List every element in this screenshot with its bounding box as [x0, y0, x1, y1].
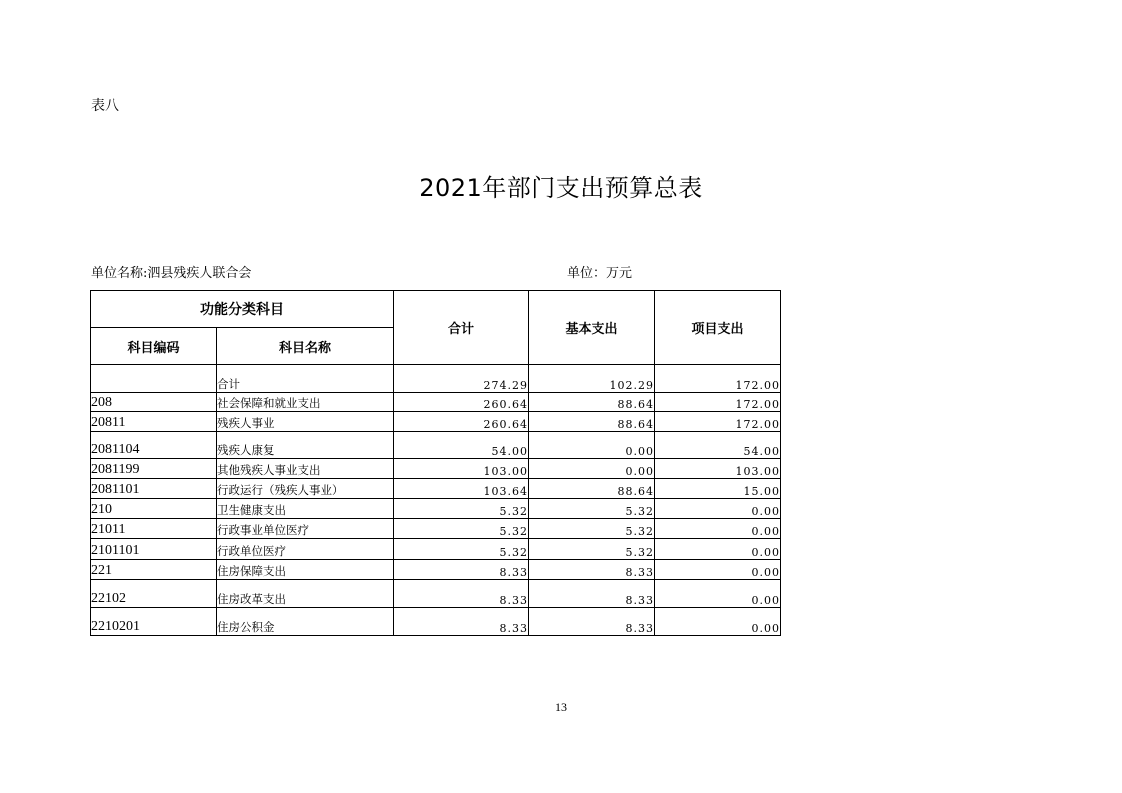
- row-project: 0.00: [655, 608, 781, 636]
- row-code: 208: [91, 393, 217, 412]
- table-row: [91, 539, 781, 560]
- row-basic: 0.00: [529, 459, 655, 479]
- row-basic: 8.33: [529, 580, 655, 608]
- row-project: 15.00: [655, 479, 781, 499]
- table-label: 表八: [91, 98, 119, 114]
- row-name: 残疾人事业: [217, 412, 394, 432]
- row-name: 住房公积金: [217, 608, 394, 636]
- table-row: [91, 412, 781, 432]
- row-name: 行政事业单位医疗: [217, 519, 394, 539]
- row-name: 行政单位医疗: [217, 539, 394, 560]
- row-code: 2081101: [91, 479, 217, 499]
- row-project: 172.00: [655, 365, 781, 393]
- row-project: 0.00: [655, 580, 781, 608]
- header-code: 科目编码: [91, 328, 217, 365]
- row-project: 0.00: [655, 519, 781, 539]
- row-project: 172.00: [655, 412, 781, 432]
- row-code: 2101101: [91, 539, 217, 560]
- row-name: 残疾人康复: [217, 432, 394, 459]
- row-name: 社会保障和就业支出: [217, 393, 394, 412]
- row-project: 0.00: [655, 539, 781, 560]
- table-row: [91, 519, 781, 539]
- row-name: 其他残疾人事业支出: [217, 459, 394, 479]
- row-project: 0.00: [655, 560, 781, 580]
- unit-currency: 单位：万元: [567, 266, 633, 281]
- row-project: 172.00: [655, 393, 781, 412]
- table-row: [91, 608, 781, 636]
- table-row: [91, 499, 781, 519]
- row-code: 2210201: [91, 608, 217, 636]
- table-row: [91, 580, 781, 608]
- header-total: 合计: [394, 291, 529, 365]
- budget-table: [90, 290, 781, 636]
- header-project: 项目支出: [655, 291, 781, 365]
- table-row: [91, 393, 781, 412]
- row-total: 260.64: [394, 393, 529, 412]
- row-project: 54.00: [655, 432, 781, 459]
- page-title: 2021年部门支出预算总表: [419, 174, 703, 202]
- header-category: 功能分类科目: [91, 291, 394, 328]
- row-basic: 5.32: [529, 539, 655, 560]
- row-code: 2081199: [91, 459, 217, 479]
- row-total: 8.33: [394, 580, 529, 608]
- row-code: [91, 365, 217, 393]
- row-total: 103.00: [394, 459, 529, 479]
- table-row: [91, 432, 781, 459]
- row-code: 20811: [91, 412, 217, 432]
- row-total: 5.32: [394, 539, 529, 560]
- row-total: 8.33: [394, 608, 529, 636]
- row-name: 住房保障支出: [217, 560, 394, 580]
- table-row: [91, 365, 781, 393]
- row-code: 210: [91, 499, 217, 519]
- row-project: 103.00: [655, 459, 781, 479]
- row-basic: 88.64: [529, 412, 655, 432]
- row-code: 22102: [91, 580, 217, 608]
- row-total: 8.33: [394, 560, 529, 580]
- row-code: 2081104: [91, 432, 217, 459]
- row-name: 住房改革支出: [217, 580, 394, 608]
- row-name: 合计: [217, 365, 394, 393]
- row-total: 54.00: [394, 432, 529, 459]
- row-name: 卫生健康支出: [217, 499, 394, 519]
- page-number: 13: [555, 700, 567, 714]
- table-row: [91, 560, 781, 580]
- row-total: 274.29: [394, 365, 529, 393]
- row-basic: 8.33: [529, 608, 655, 636]
- row-basic: 0.00: [529, 432, 655, 459]
- row-basic: 8.33: [529, 560, 655, 580]
- row-total: 5.32: [394, 519, 529, 539]
- table-row: [91, 459, 781, 479]
- header-name: 科目名称: [217, 328, 394, 365]
- row-code: 221: [91, 560, 217, 580]
- row-basic: 88.64: [529, 393, 655, 412]
- row-name: 行政运行（残疾人事业）: [217, 479, 394, 499]
- row-basic: 5.32: [529, 499, 655, 519]
- row-total: 260.64: [394, 412, 529, 432]
- table-row: [91, 479, 781, 499]
- row-basic: 5.32: [529, 519, 655, 539]
- row-project: 0.00: [655, 499, 781, 519]
- row-total: 103.64: [394, 479, 529, 499]
- header-basic: 基本支出: [529, 291, 655, 365]
- row-total: 5.32: [394, 499, 529, 519]
- unit-name: 单位名称:泗县残疾人联合会: [91, 266, 252, 281]
- row-basic: 102.29: [529, 365, 655, 393]
- row-code: 21011: [91, 519, 217, 539]
- row-basic: 88.64: [529, 479, 655, 499]
